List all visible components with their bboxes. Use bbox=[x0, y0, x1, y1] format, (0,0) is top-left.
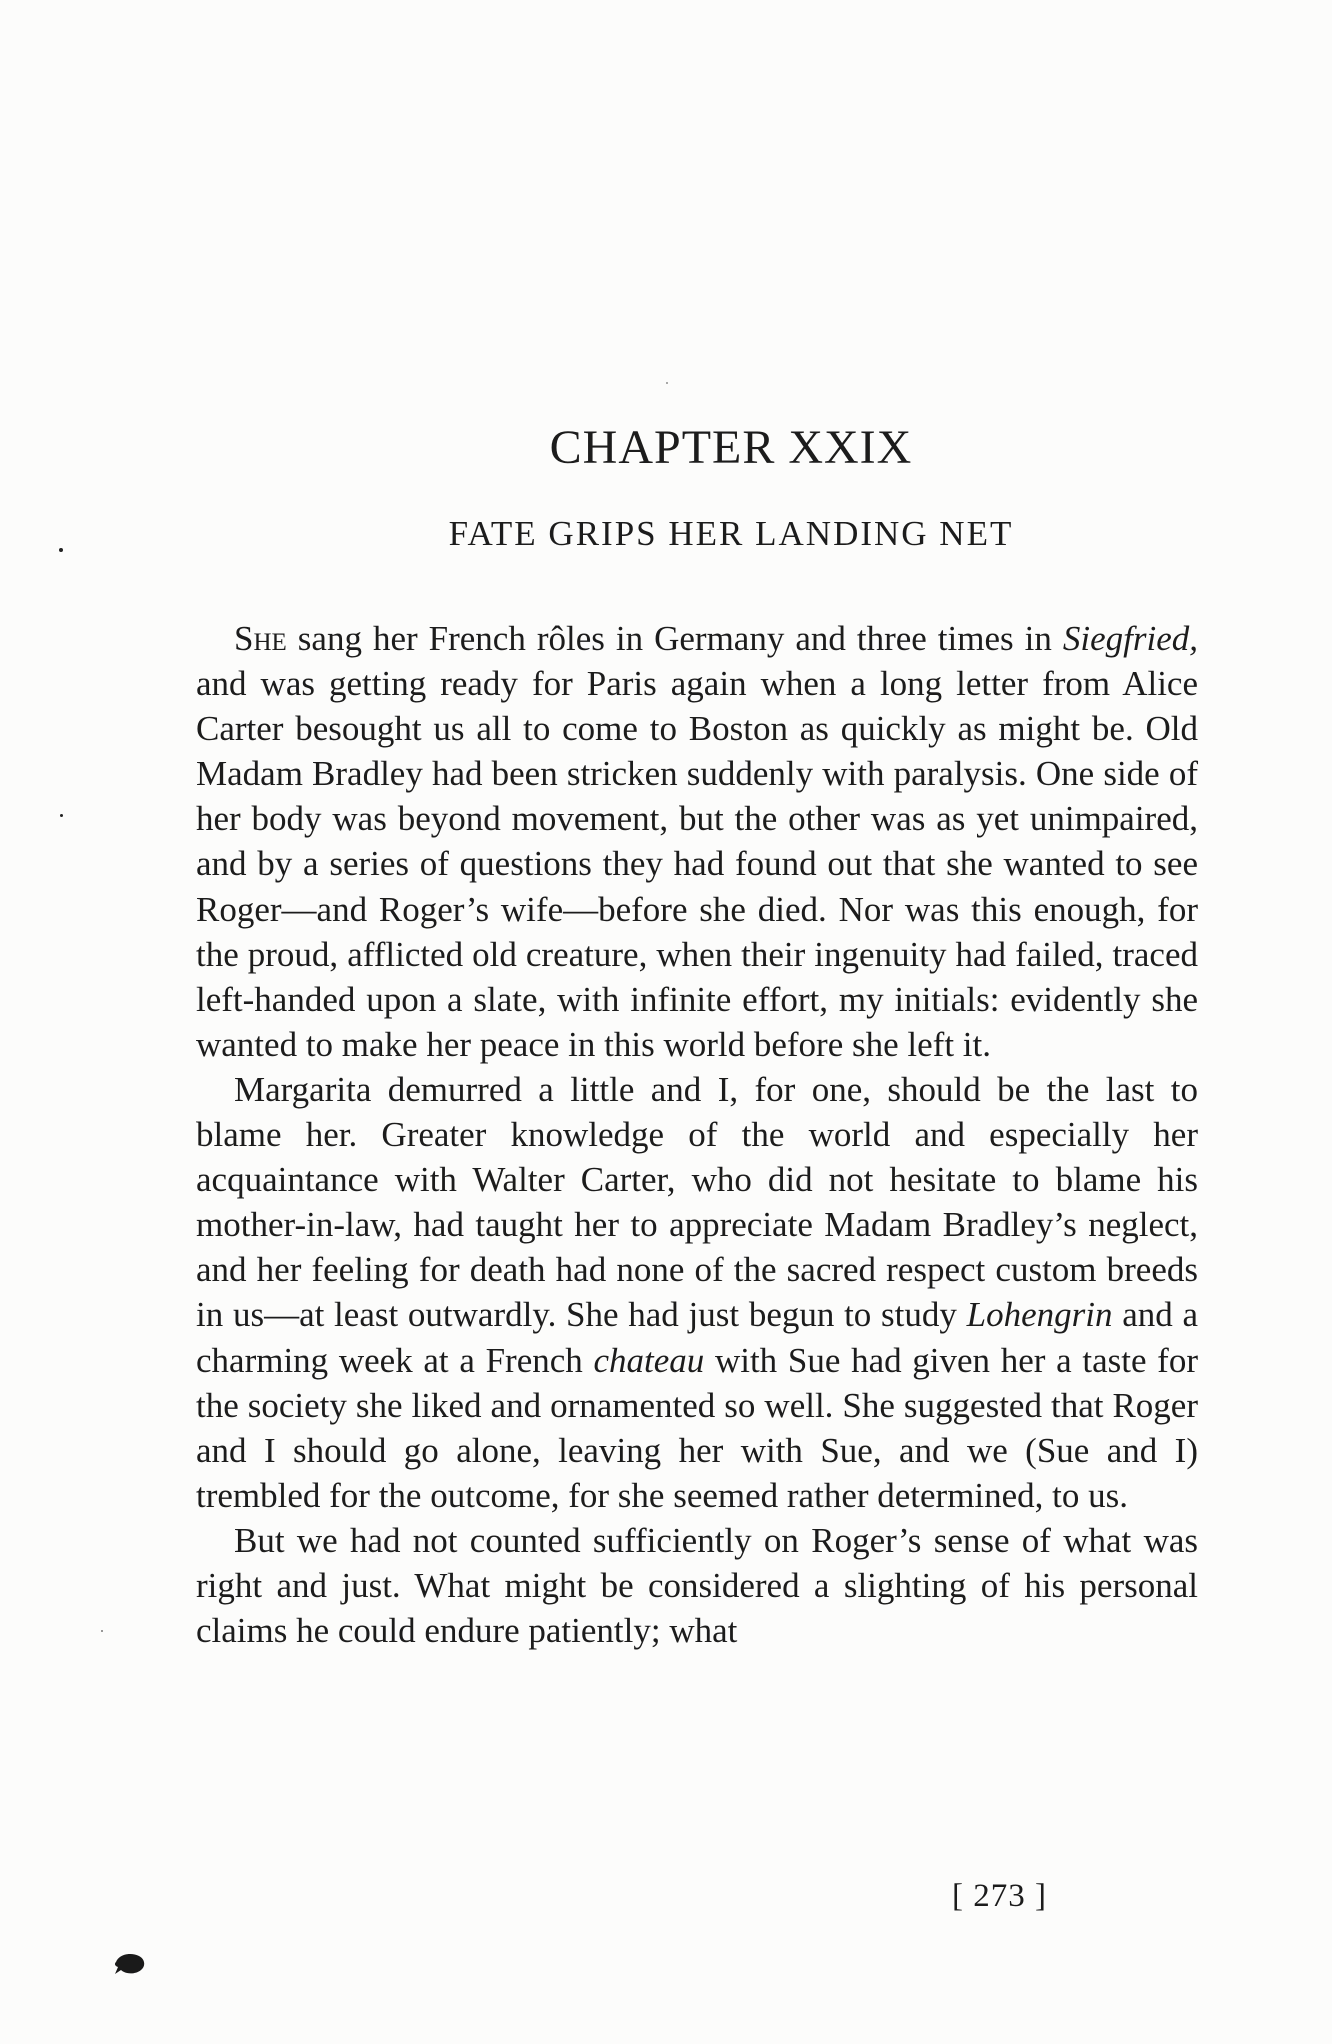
body-text bbox=[196, 616, 1198, 1653]
scan-speck bbox=[60, 814, 63, 817]
lead-word: She bbox=[234, 619, 287, 658]
scan-speck bbox=[666, 382, 668, 384]
paragraph-3-text-a: But we had not counted sufficiently on Roger’s sense of what was right and just. What might be considered a slighting of his personal claims he could endure patiently; what bbox=[196, 1520, 1198, 1651]
chapter-number: CHAPTER XXIX bbox=[549, 421, 913, 474]
paragraph-1-text-a: sang her French rôles in Germany and three times in bbox=[286, 619, 1063, 658]
chapter-title: FATE GRIPS HER LANDING NET bbox=[448, 514, 1014, 553]
italic-chateau: chateau bbox=[593, 1340, 705, 1380]
ink-blot-mark bbox=[113, 1950, 147, 1976]
scan-speck bbox=[101, 1630, 103, 1632]
paragraph-1-text-b: and was getting ready for Paris again when a long letter from Alice Carter besought us all to come to Boston as quickly as might be. Old Madam Bradley had been stricken suddenly with paralysis. One side of her body was beyond movement, but the other was as yet unimpaired, and by a series of questions they had found out that she wanted to see Roger—and Roger’s wife—before she died. Nor was this enough, for the proud, afflicted old creature, when their ingenuity had failed, traced left-handed upon a slate, with infinite effort, my initials: evidently she wanted to make her peace in this world before she left it. bbox=[196, 664, 1198, 1064]
italic-siegfried: Siegfried, bbox=[1062, 619, 1198, 658]
paragraph-1 bbox=[196, 616, 1198, 1067]
paragraph-3 bbox=[196, 1518, 1198, 1653]
scan-speck bbox=[59, 548, 63, 552]
paragraph-2-text-a: Margarita demurred a little and I, for one, should be the last to blame her. Greater knowledge of the world and especially her acquaintance with Walter Carter, who did not hesitate to blame his mother-in-law, had taught her to appreciate Madam Bradley’s neglect, and her feeling for death had none of the sacred respect custom breeds in us—at least outwardly. She had just begun to study bbox=[196, 1069, 1198, 1335]
paragraph-2-text-c: with Sue had given her a taste for the society she liked and ornamented so well. She suggested that Roger and I should go alone, leaving her with Sue, and we (Sue and I) trembled for the outcome, for she seemed rather determined, to us. bbox=[196, 1340, 1198, 1515]
page-number: [ 273 ] bbox=[952, 1878, 1047, 1914]
italic-lohengrin: Lohengrin bbox=[966, 1295, 1113, 1335]
paragraph-2-text-b: and a charming week at a French bbox=[196, 1295, 1198, 1380]
paragraph-2 bbox=[196, 1067, 1198, 1518]
